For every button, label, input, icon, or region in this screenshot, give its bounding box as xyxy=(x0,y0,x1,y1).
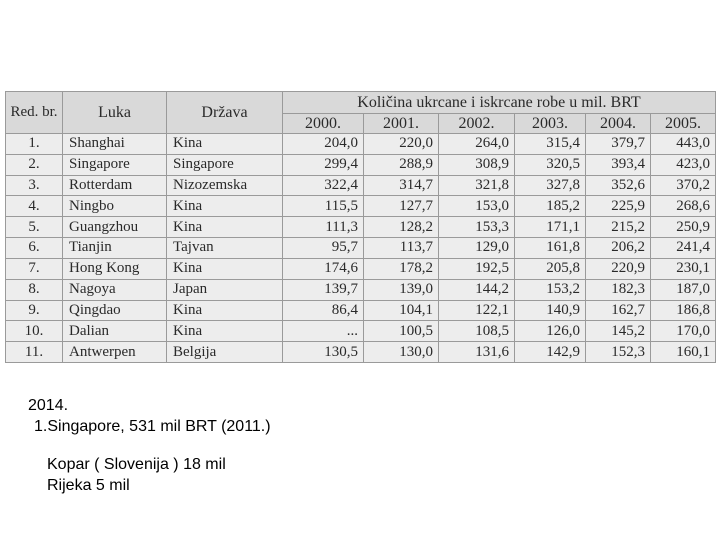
cell-luka: Nagoya xyxy=(63,279,167,300)
cell-value: 129,0 xyxy=(439,238,515,259)
cell-value: 104,1 xyxy=(364,300,439,321)
cell-value: 264,0 xyxy=(439,134,515,155)
cell-value: 140,9 xyxy=(515,300,586,321)
table-row xyxy=(6,258,716,279)
cell-drzava: Kina xyxy=(167,196,283,217)
cell-luka: Shanghai xyxy=(63,134,167,155)
note-kopar: Kopar ( Slovenija ) 18 mil xyxy=(47,456,226,473)
table-row xyxy=(6,238,716,259)
cell-drzava: Singapore xyxy=(167,154,283,175)
cell-value: 268,6 xyxy=(651,196,716,217)
cell-value: 320,5 xyxy=(515,154,586,175)
cell-luka: Singapore xyxy=(63,154,167,175)
cell-value: 126,0 xyxy=(515,321,586,342)
cell-value: 225,9 xyxy=(586,196,651,217)
cell-luka: Antwerpen xyxy=(63,342,167,363)
cell-value: 299,4 xyxy=(283,154,364,175)
cell-value: 241,4 xyxy=(651,238,716,259)
cell-value: 171,1 xyxy=(515,217,586,238)
cell-value: 152,3 xyxy=(586,342,651,363)
cell-luka: Qingdao xyxy=(63,300,167,321)
cell-rb: 3. xyxy=(6,175,63,196)
cell-value: 220,0 xyxy=(364,134,439,155)
cell-drzava: Belgija xyxy=(167,342,283,363)
cell-value: 153,0 xyxy=(439,196,515,217)
note-singapore: 1.Singapore, 531 mil BRT (2011.) xyxy=(34,418,271,435)
cell-value: 288,9 xyxy=(364,154,439,175)
cell-value: 111,3 xyxy=(283,217,364,238)
cell-luka: Rotterdam xyxy=(63,175,167,196)
cell-rb: 2. xyxy=(6,154,63,175)
cell-value: 182,3 xyxy=(586,279,651,300)
cell-value: 178,2 xyxy=(364,258,439,279)
cell-value: 314,7 xyxy=(364,175,439,196)
cell-rb: 6. xyxy=(6,238,63,259)
header-year: 2005. xyxy=(651,114,716,134)
cell-value: 153,2 xyxy=(515,279,586,300)
cell-value: 379,7 xyxy=(586,134,651,155)
cell-value: 230,1 xyxy=(651,258,716,279)
cell-value: 122,1 xyxy=(439,300,515,321)
cell-rb: 11. xyxy=(6,342,63,363)
note-year: 2014. xyxy=(28,397,69,414)
header-year: 2000. xyxy=(283,114,364,134)
cell-value: 315,4 xyxy=(515,134,586,155)
cell-value: 86,4 xyxy=(283,300,364,321)
ports-table-container xyxy=(5,91,715,363)
cell-value: 139,0 xyxy=(364,279,439,300)
header-year: 2002. xyxy=(439,114,515,134)
cell-value: 160,1 xyxy=(651,342,716,363)
cell-drzava: Nizozemska xyxy=(167,175,283,196)
header-year: 2003. xyxy=(515,114,586,134)
cell-value: 393,4 xyxy=(586,154,651,175)
cell-value: 100,5 xyxy=(364,321,439,342)
cell-drzava: Kina xyxy=(167,258,283,279)
cell-value: 131,6 xyxy=(439,342,515,363)
cell-value: 127,7 xyxy=(364,196,439,217)
cell-rb: 9. xyxy=(6,300,63,321)
cell-value: 370,2 xyxy=(651,175,716,196)
cell-value: 204,0 xyxy=(283,134,364,155)
cell-value: 108,5 xyxy=(439,321,515,342)
cell-drzava: Japan xyxy=(167,279,283,300)
header-year: 2004. xyxy=(586,114,651,134)
cell-drzava: Kina xyxy=(167,321,283,342)
header-drzava: Država xyxy=(167,92,283,134)
cell-value: 145,2 xyxy=(586,321,651,342)
cell-rb: 1. xyxy=(6,134,63,155)
cell-value: 186,8 xyxy=(651,300,716,321)
cell-value: 153,3 xyxy=(439,217,515,238)
table-row xyxy=(6,217,716,238)
cell-value: 352,6 xyxy=(586,175,651,196)
header-kolicina: Količina ukrcane i iskrcane robe u mil. BRT xyxy=(283,92,716,114)
header-row-1 xyxy=(6,92,716,114)
cell-value: 321,8 xyxy=(439,175,515,196)
header-year: 2001. xyxy=(364,114,439,134)
cell-value: 139,7 xyxy=(283,279,364,300)
table-row xyxy=(6,279,716,300)
table-row xyxy=(6,154,716,175)
cell-value: 220,9 xyxy=(586,258,651,279)
cell-value: 250,9 xyxy=(651,217,716,238)
cell-value: 162,7 xyxy=(586,300,651,321)
cell-value: 327,8 xyxy=(515,175,586,196)
cell-value: 113,7 xyxy=(364,238,439,259)
note-rijeka: Rijeka 5 mil xyxy=(47,477,130,494)
ports-table xyxy=(5,91,716,363)
cell-luka: Guangzhou xyxy=(63,217,167,238)
table-body xyxy=(6,134,716,363)
cell-value: 142,9 xyxy=(515,342,586,363)
cell-drzava: Kina xyxy=(167,217,283,238)
cell-value: 128,2 xyxy=(364,217,439,238)
table-row xyxy=(6,134,716,155)
header-rb: Red. br. xyxy=(6,92,63,134)
cell-rb: 7. xyxy=(6,258,63,279)
cell-luka: Tianjin xyxy=(63,238,167,259)
cell-value: 174,6 xyxy=(283,258,364,279)
table-row xyxy=(6,196,716,217)
header-luka: Luka xyxy=(63,92,167,134)
cell-rb: 10. xyxy=(6,321,63,342)
cell-value: 115,5 xyxy=(283,196,364,217)
cell-rb: 4. xyxy=(6,196,63,217)
table-row xyxy=(6,300,716,321)
cell-value: 161,8 xyxy=(515,238,586,259)
cell-value: 95,7 xyxy=(283,238,364,259)
cell-drzava: Kina xyxy=(167,134,283,155)
cell-value: 187,0 xyxy=(651,279,716,300)
cell-value: 130,5 xyxy=(283,342,364,363)
cell-value: 443,0 xyxy=(651,134,716,155)
notes-block xyxy=(28,395,271,496)
cell-value: 144,2 xyxy=(439,279,515,300)
cell-drzava: Tajvan xyxy=(167,238,283,259)
cell-value: 130,0 xyxy=(364,342,439,363)
cell-drzava: Kina xyxy=(167,300,283,321)
table-row xyxy=(6,175,716,196)
cell-luka: Hong Kong xyxy=(63,258,167,279)
cell-value: 185,2 xyxy=(515,196,586,217)
cell-luka: Ningbo xyxy=(63,196,167,217)
cell-value: 206,2 xyxy=(586,238,651,259)
cell-value: 192,5 xyxy=(439,258,515,279)
cell-rb: 8. xyxy=(6,279,63,300)
cell-value: 423,0 xyxy=(651,154,716,175)
cell-rb: 5. xyxy=(6,217,63,238)
cell-value: 170,0 xyxy=(651,321,716,342)
table-row xyxy=(6,321,716,342)
cell-value: 215,2 xyxy=(586,217,651,238)
cell-value: 308,9 xyxy=(439,154,515,175)
table-row xyxy=(6,342,716,363)
cell-luka: Dalian xyxy=(63,321,167,342)
cell-value: 205,8 xyxy=(515,258,586,279)
cell-value: 322,4 xyxy=(283,175,364,196)
cell-value: ... xyxy=(283,321,364,342)
